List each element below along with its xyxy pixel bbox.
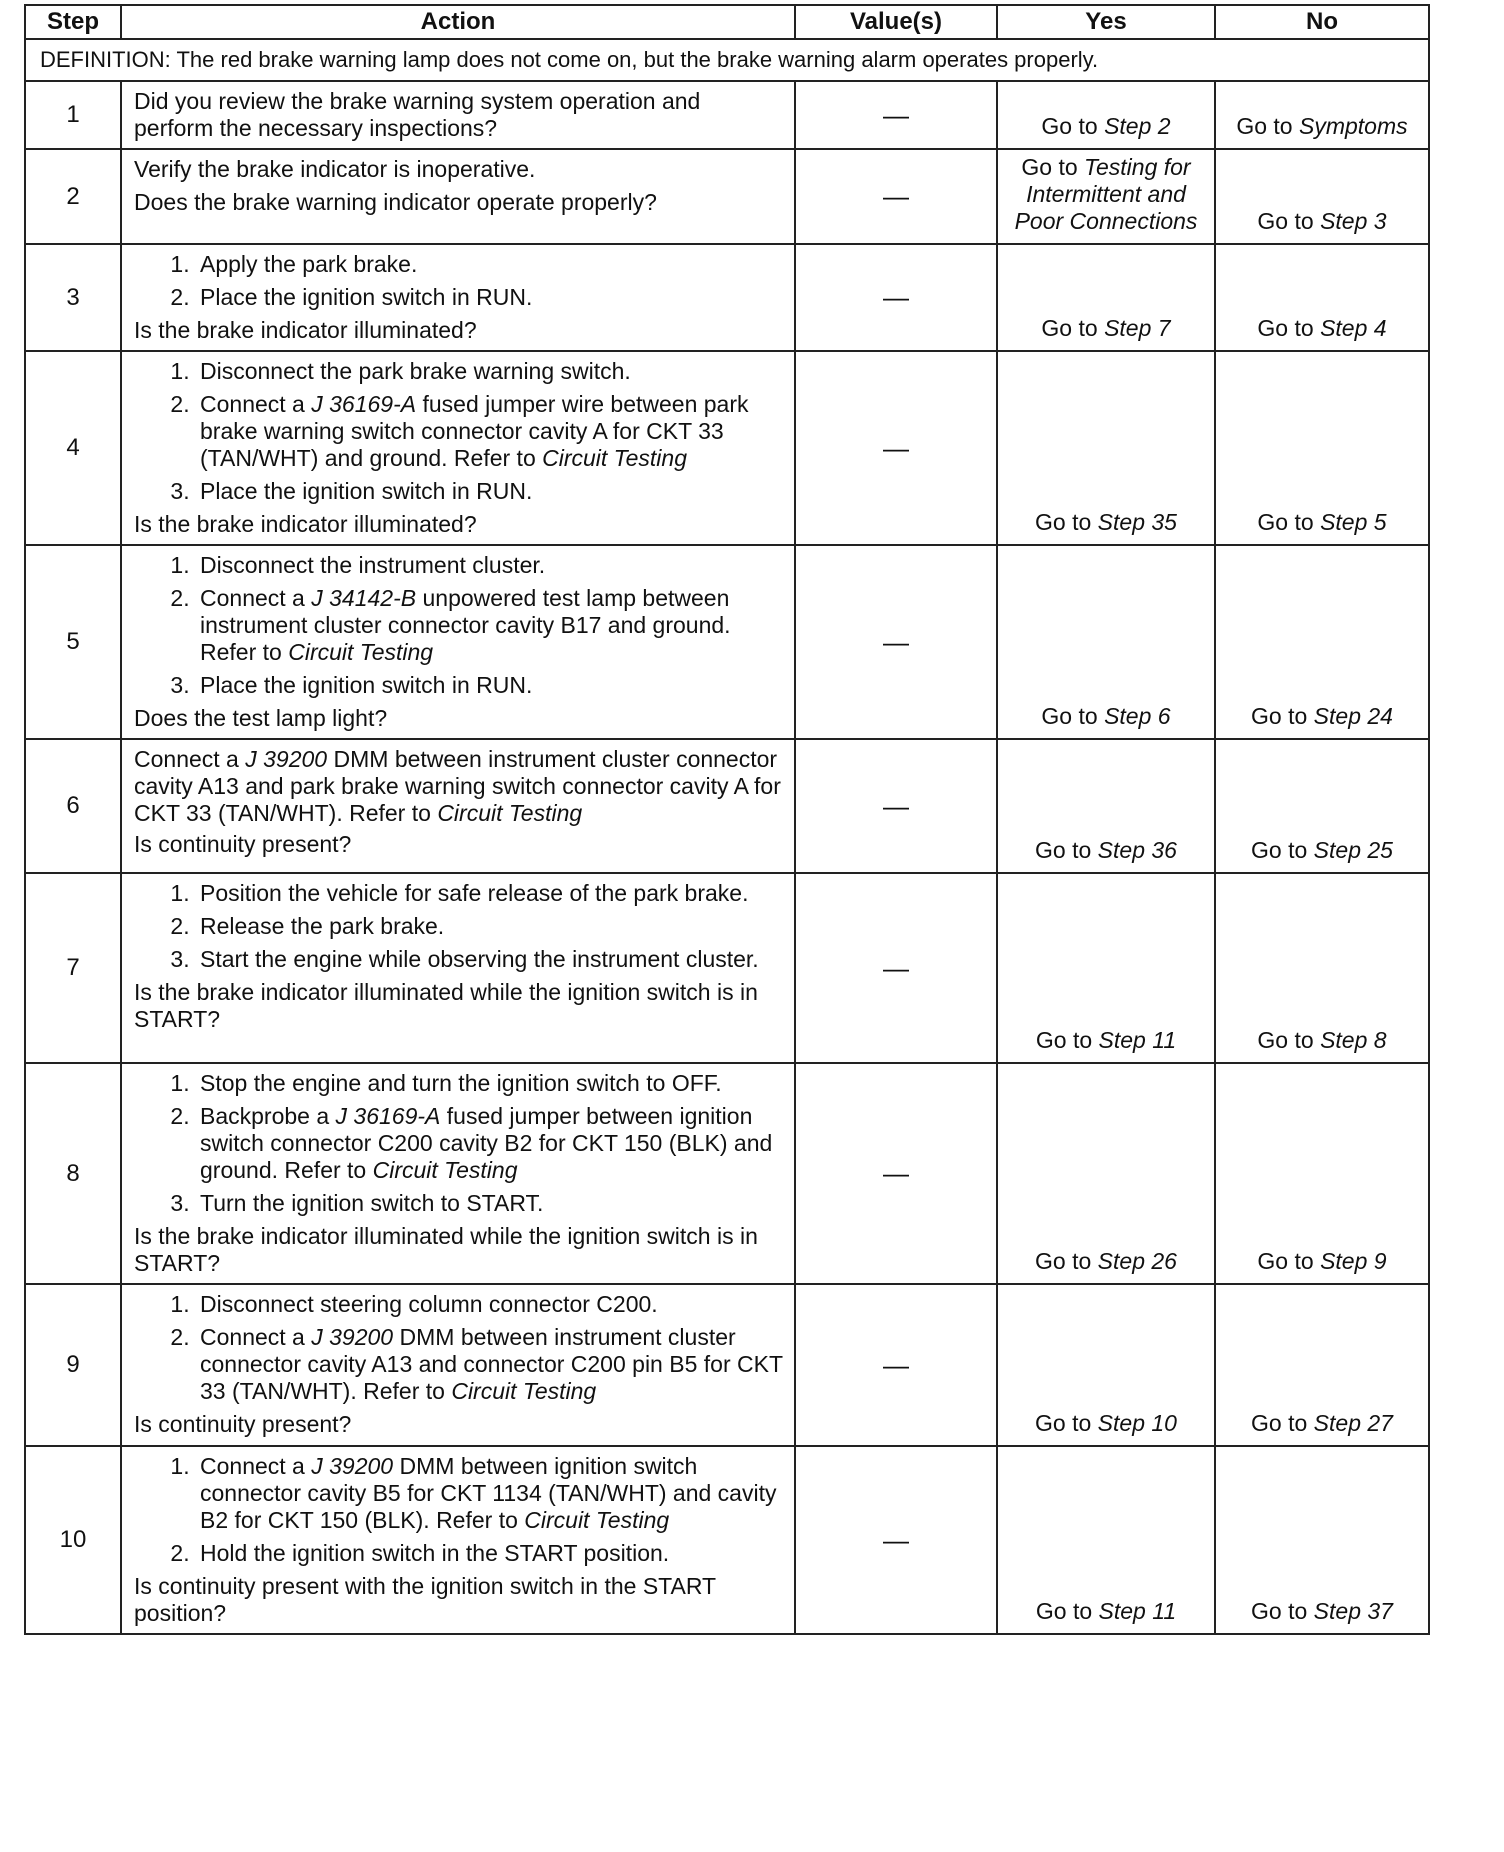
italic-reference: Circuit Testing [524, 1507, 670, 1533]
text-run: Go to [1257, 315, 1321, 341]
action-steps-list [134, 880, 784, 973]
italic-reference: Circuit Testing [288, 639, 434, 665]
yes-result [997, 1284, 1215, 1446]
text-run: Stop the engine and turn the ignition switch to OFF. [200, 1070, 722, 1096]
action-cell [121, 1446, 795, 1634]
no-result [1215, 873, 1429, 1063]
italic-reference: Step 36 [1097, 837, 1177, 863]
action-cell [121, 1063, 795, 1284]
step-number: 7 [25, 873, 121, 1063]
action-cell [121, 351, 795, 545]
action-step-item [196, 1103, 784, 1184]
italic-reference: Circuit Testing [451, 1378, 597, 1404]
action-steps-list [134, 1291, 784, 1405]
italic-reference: J 34142-B [311, 585, 417, 611]
yes-result [997, 351, 1215, 545]
action-question: Is continuity present with the ignition switch in the START position? [134, 1573, 716, 1626]
text-run: Backprobe a [200, 1103, 336, 1129]
header-no: No [1215, 5, 1429, 39]
action-question: Is the brake indicator illuminated? [134, 317, 477, 343]
text-run: Go to [1257, 509, 1321, 535]
action-step-item [196, 251, 784, 278]
action-intro [134, 88, 784, 142]
text-run: Connect a [200, 1453, 312, 1479]
italic-reference: Circuit Testing [372, 1157, 518, 1183]
text-run: Go to [1257, 208, 1321, 234]
table-row [25, 739, 1429, 873]
no-result [1215, 1446, 1429, 1634]
yes-result [997, 1063, 1215, 1284]
yes-result [997, 545, 1215, 739]
action-step-item [196, 913, 784, 940]
action-step-item [196, 1324, 784, 1405]
text-run: Connect a [200, 585, 312, 611]
action-line: Did you review the brake warning system operation and perform the necessary inspections? [134, 88, 701, 141]
italic-reference: Step 8 [1320, 1027, 1387, 1053]
step-number: 5 [25, 545, 121, 739]
action-step-item [196, 880, 784, 907]
italic-reference: Step 5 [1320, 509, 1387, 535]
step-number: 2 [25, 149, 121, 244]
value-cell: — [795, 1063, 997, 1284]
table-row [25, 81, 1429, 149]
table-body [25, 39, 1429, 1634]
action-question: Is the brake indicator illuminated? [134, 511, 477, 537]
text-run: Go to [1035, 1248, 1098, 1274]
action-steps-list [134, 251, 784, 311]
italic-reference: Step 25 [1313, 837, 1393, 863]
value-cell: — [795, 545, 997, 739]
text-run: Place the ignition switch in RUN. [200, 284, 533, 310]
value-cell: — [795, 739, 997, 873]
no-result [1215, 244, 1429, 351]
text-run: Go to [1251, 1598, 1314, 1624]
step-number: 4 [25, 351, 121, 545]
table-row [25, 545, 1429, 739]
diagnostic-table-sheet [24, 4, 1428, 1635]
action-steps-list [134, 358, 784, 505]
italic-reference: J 39200 [245, 746, 328, 772]
text-run: Go to [1035, 1027, 1099, 1053]
step-number: 8 [25, 1063, 121, 1284]
action-intro [134, 156, 784, 216]
table-row [25, 1446, 1429, 1634]
yes-result [997, 873, 1215, 1063]
value-cell: — [795, 873, 997, 1063]
text-run: Go to [1041, 113, 1105, 139]
no-result [1215, 81, 1429, 149]
action-step-item [196, 1540, 784, 1567]
italic-reference: J 39200 [311, 1453, 394, 1479]
italic-reference: Step 6 [1104, 703, 1171, 729]
action-step-item [196, 1453, 784, 1534]
action-step-item [196, 1070, 784, 1097]
yes-result [997, 81, 1215, 149]
value-cell: — [795, 1284, 997, 1446]
header-yes: Yes [997, 5, 1215, 39]
text-run: Go to [1041, 703, 1105, 729]
table-row [25, 244, 1429, 351]
text-run: Position the vehicle for safe release of the park brake. [200, 880, 749, 906]
action-steps-list [134, 1453, 784, 1567]
header-action: Action [121, 5, 795, 39]
action-cell [121, 1284, 795, 1446]
step-number: 1 [25, 81, 121, 149]
action-question: Is continuity present? [134, 1411, 352, 1437]
text-run: Go to [1236, 113, 1299, 139]
action-step-item [196, 946, 784, 973]
text-run: Go to [1251, 837, 1314, 863]
diagnostic-table [24, 4, 1430, 1635]
action-step-item [196, 284, 784, 311]
table-row [25, 1284, 1429, 1446]
text-run: Go to [1251, 1410, 1314, 1436]
value-cell: — [795, 81, 997, 149]
text-run: Go to [1257, 1248, 1321, 1274]
action-step-item [196, 478, 784, 505]
action-cell [121, 149, 795, 244]
no-result [1215, 739, 1429, 873]
action-step-item [196, 358, 784, 385]
text-run: Start the engine while observing the instrument cluster. [200, 946, 759, 972]
header-values: Value(s) [795, 5, 997, 39]
action-cell [121, 244, 795, 351]
italic-reference: Circuit Testing [542, 445, 687, 471]
text-run: Go to [1035, 837, 1098, 863]
italic-reference: Step 24 [1313, 703, 1393, 729]
value-cell: — [795, 244, 997, 351]
italic-reference: Step 27 [1313, 1410, 1393, 1436]
text-run: Go to [1035, 509, 1098, 535]
text-run: Apply the park brake. [200, 251, 418, 277]
text-run: DMM between instrument cluster connector cavity A13 and connector C200 pin B5 for CKT 33 (TAN/WHT). Refer to [200, 1324, 783, 1404]
text-run: Go to [1041, 315, 1105, 341]
header-step: Step [25, 5, 121, 39]
italic-reference: Step 7 [1104, 315, 1171, 341]
definition-row [25, 39, 1429, 81]
value-cell: — [795, 351, 997, 545]
yes-result [997, 1446, 1215, 1634]
text-run: Disconnect the instrument cluster. [200, 552, 546, 578]
action-line: Does the brake warning indicator operate properly? [134, 189, 657, 215]
text-run: Place the ignition switch in RUN. [200, 478, 533, 504]
action-cell [121, 739, 795, 873]
text-run: Place the ignition switch in RUN. [200, 672, 533, 698]
text-run: Connect a [134, 746, 246, 772]
step-number: 3 [25, 244, 121, 351]
italic-reference: Step 26 [1097, 1248, 1177, 1274]
text-run: unpowered test lamp between instrument cluster connector cavity B17 and ground. Refer to [200, 585, 731, 665]
action-step-item [196, 1190, 784, 1217]
italic-reference: Step 11 [1098, 1598, 1177, 1624]
action-step-item [196, 585, 784, 666]
action-instruction [134, 746, 784, 827]
yes-result [997, 149, 1215, 244]
table-row [25, 873, 1429, 1063]
action-question: Is continuity present? [134, 831, 352, 857]
header-row [25, 5, 1429, 39]
yes-result [997, 244, 1215, 351]
action-question: Does the test lamp light? [134, 705, 388, 731]
italic-reference: Circuit Testing [437, 800, 583, 826]
step-number: 10 [25, 1446, 121, 1634]
italic-reference: J 39200 [311, 1324, 394, 1350]
text-run: Go to [1021, 154, 1085, 180]
action-steps-list [134, 552, 784, 699]
text-run: DMM between instrument cluster connector cavity A13 and park brake warning switch connector cavity A for CKT 33 (TAN/WHT). Refer to [134, 746, 781, 826]
no-result [1215, 351, 1429, 545]
action-steps-list [134, 1070, 784, 1217]
text-run: Go to [1257, 1027, 1321, 1053]
text-run: Go to [1251, 703, 1314, 729]
no-result [1215, 1284, 1429, 1446]
text-run: Go to [1035, 1410, 1098, 1436]
italic-reference: Testing for Intermittent and Poor Connections [1014, 154, 1198, 234]
action-step-item [196, 672, 784, 699]
italic-reference: Step 9 [1320, 1248, 1387, 1274]
text-run: Release the park brake. [200, 913, 445, 939]
text-run: fused jumper between ignition switch connector C200 cavity B2 for CKT 150 (BLK) and ground. Refer to [200, 1103, 773, 1183]
yes-result [997, 739, 1215, 873]
italic-reference: Step 11 [1098, 1027, 1177, 1053]
text-run: Turn the ignition switch to START. [200, 1190, 544, 1216]
text-run: Disconnect steering column connector C200. [200, 1291, 658, 1317]
action-cell [121, 545, 795, 739]
italic-reference: Step 4 [1320, 315, 1387, 341]
text-run: Hold the ignition switch in the START position. [200, 1540, 670, 1566]
action-question: Is the brake indicator illuminated while the ignition switch is in START? [134, 979, 758, 1032]
italic-reference: Step 35 [1097, 509, 1177, 535]
italic-reference: J 36169-A [335, 1103, 441, 1129]
no-result [1215, 1063, 1429, 1284]
table-row [25, 1063, 1429, 1284]
italic-reference: Step 37 [1313, 1598, 1393, 1624]
text-run: Disconnect the park brake warning switch. [200, 358, 631, 384]
italic-reference: Step 3 [1320, 208, 1387, 234]
text-run: fused jumper wire between park brake warning switch connector cavity A for CKT 33 (TAN/WHT) and ground. Refer to [200, 391, 749, 471]
step-number: 9 [25, 1284, 121, 1446]
no-result [1215, 545, 1429, 739]
action-cell [121, 873, 795, 1063]
text-run: Go to [1035, 1598, 1099, 1624]
action-question: Is the brake indicator illuminated while the ignition switch is in START? [134, 1223, 758, 1276]
text-run: Connect a [200, 1324, 312, 1350]
action-cell [121, 81, 795, 149]
value-cell: — [795, 149, 997, 244]
text-run: DMM between ignition switch connector cavity B5 for CKT 1134 (TAN/WHT) and cavity B2 for CKT 150 (BLK). Refer to [200, 1453, 777, 1533]
action-line: Verify the brake indicator is inoperative. [134, 156, 536, 182]
italic-reference: Step 2 [1104, 113, 1171, 139]
action-step-item [196, 1291, 784, 1318]
text-run: Connect a [200, 391, 312, 417]
value-cell: — [795, 1446, 997, 1634]
definition-text: DEFINITION: The red brake warning lamp does not come on, but the brake warning alarm operates properly. [25, 39, 1429, 81]
action-step-item [196, 552, 784, 579]
step-number: 6 [25, 739, 121, 873]
table-row [25, 149, 1429, 244]
table-row [25, 351, 1429, 545]
italic-reference: Step 10 [1097, 1410, 1177, 1436]
italic-reference: J 36169-A [311, 391, 417, 417]
action-step-item [196, 391, 784, 472]
italic-reference: Symptoms [1299, 113, 1408, 139]
no-result [1215, 149, 1429, 244]
